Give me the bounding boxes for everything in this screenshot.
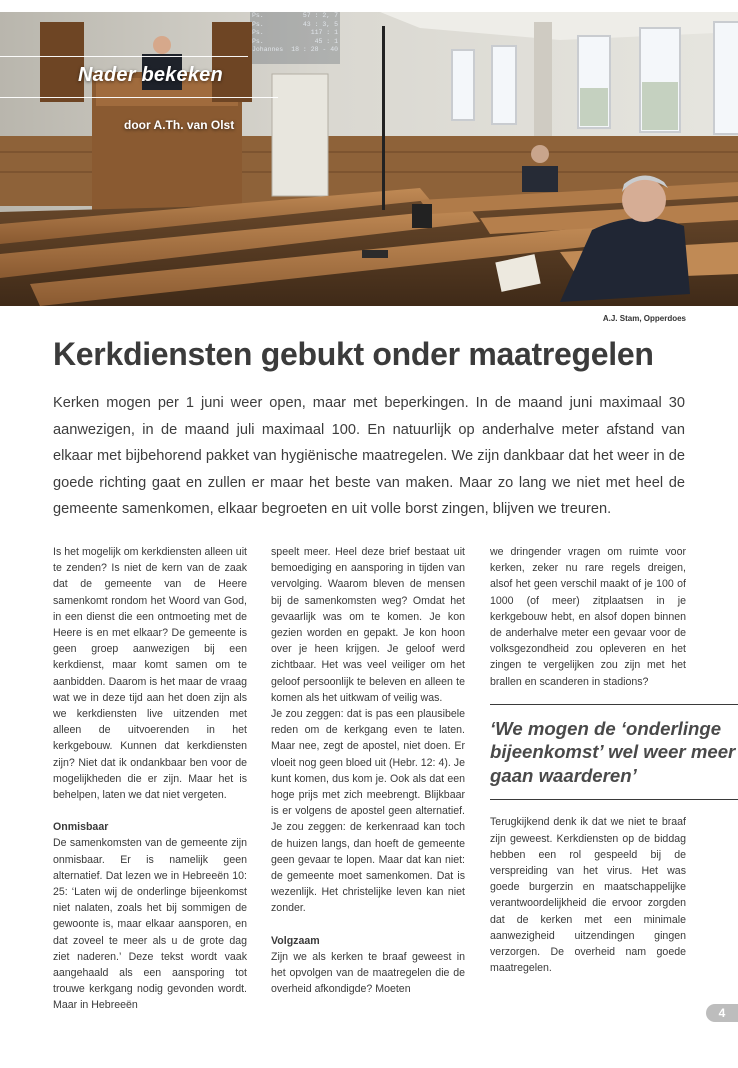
body-paragraph: Je zou zeggen: dat is pas een plausibele reden om de kerkgang even te laten. Maar nee, zegt de apostel, niet doen. Er vloeit nog geen bloed uit (Hebr. 12: 4). Je kunt komen, dus kom je. Ook als dat een hoge prijs met zich meebrengt. Blijkbaar is er volgens de apostel geen alternatief. Je zou zeggen: de kerkenraad kan toch de huizen langs, dan hoeft de gemeente geen gevaar te lopen. Maar dat kan niet: de gemeente moet samenkomen. Dat is wezenlijk. Het christelijke leven kan niet zonder. [271, 708, 465, 915]
hymn-label: Ps. [252, 12, 264, 19]
body-paragraph: speelt meer. Heel deze brief bestaat uit bemoediging en aansporing in tijden van vervolging. Waarom bleven de mensen bij de samenkomsten weg? Omdat het gevaarlijk was om te komen. Je kon gezien worden en gepakt. Je kon hoon over je heen krijgen. Je geloof werd zichtbaar. Het was veel veiliger om het geloof persoonlijk te beleven en alleen te komen als het uitkwam of veilig was. [271, 546, 465, 704]
hero-photo [0, 12, 738, 306]
hymn-label: Ps. [252, 37, 264, 45]
article-lead: Kerken mogen per 1 juni weer open, maar met beperkingen. In de maand juni maximaal 30 aanwezigen, in de maand juli maximaal 100. En natuurlijk op anderhalve meter afstand van elkaar met bijbehorend pakket van hygiënische maatregelen. We zijn dankbaar dat het weer in de goede richting gaat en zullen er maar het beste van maken. Maar zo lang we niet met heel de gemeente samenkomen, elkaar begroeten en uit volle borst zingen, blijven we treuren. [53, 395, 685, 518]
series-author: door A.Th. van Olst [124, 118, 235, 132]
hymn-value: 57 : 2, 7 [302, 12, 338, 19]
hymn-row [252, 12, 338, 21]
hymn-row [252, 29, 338, 38]
hymn-label: Johannes [252, 46, 284, 53]
series-title: Nader bekeken [78, 64, 223, 86]
series-rule-top [0, 56, 248, 57]
subheading-volgzaam: Volgzaam [271, 934, 320, 947]
body-paragraph: we dringender vragen om ruimte voor kerken, zeker nu rare regels dreigen, alsof het geen verschil maakt of je 100 of 1000 (of meer) zitplaatsen in je kerkgebouw hebt, en alsof dopen binnen de anderhalve meter een gevaar voor de volksgezondheid zou opleveren en het zingen te vergelijken zou zijn met het brallen en scanderen in stadions? [490, 546, 686, 688]
body-column-3 [490, 544, 736, 976]
body-paragraph: Terugkijkend denk ik dat we niet te braaf zijn geweest. Kerkdiensten op de biddag hebben een rol gespeeld bij de verspreiding van het virus. Het was goede burgerzin en maatschappelijke verantwoordelijkheid die ervoor zorgden dat de kerken met een minimale aanwezigheid uitzendingen gingen verzorgen. De overheid nam goede maatregelen. [490, 816, 686, 975]
hymn-value: 43 : 3, 5 [302, 20, 338, 28]
body-paragraph: Zijn we als kerken te braaf geweest in het opvolgen van de maatregelen die de overheid afkondigde? Moeten [271, 950, 465, 996]
hymn-row [252, 21, 338, 30]
subheading-onmisbaar: Onmisbaar [53, 821, 109, 834]
body-column-2 [271, 544, 465, 997]
article-headline: Kerkdiensten gebukt onder maatregelen [53, 336, 654, 372]
body-column-1 [53, 544, 247, 1014]
hymn-value: 117 : 1 [310, 29, 338, 36]
hymn-value: 45 : 1 [314, 37, 338, 45]
hymn-value: 18 : 28 - 40 [291, 46, 338, 53]
page-number: 4 [706, 1004, 738, 1022]
hymn-row [252, 46, 338, 55]
series-rule-bottom [0, 97, 278, 98]
hymn-row [252, 38, 338, 47]
body-paragraph: De samenkomsten van de gemeente zijn onmisbaar. Er is namelijk geen alternatief. Dat lezen we in Hebreeën 10: 25: ‘Laten wij de onderlinge bijeenkomst niet nalaten, zoals het bij sommigen de gewoonte is, maar elkaar aansporen, en dat zoveel te meer als u de grote dag ziet naderen.’ Deze tekst wordt vaak aangehaald als een aansporing tot trouwe kerkgang nodig gevonden wordt. Maar in Hebreeën [53, 837, 247, 1012]
body-paragraph: Is het mogelijk om kerkdiensten alleen uit te zenden? Is niet de kern van de zaak dat de gemeente van de Heere samenkomt rondom het Woord van God, in een dienst die een ontmoeting met de Heere is en met elkaar? De gemeente is geen groep aanwezigen bij een kerkdienst, maar komt samen om te aanbidden. Daarom is het maar de vraag wat we in deze tijd aan het doen zijn als we kerkdiensten live uitzenden met alleen de uitvoerenden in het kerkgebouw. Kunnen dat kerkdiensten zijn? Niet dat ik ondankbaar ben voor de mogelijkheden die er zijn. Maar het is behelpen, laten we dat niet vergeten. [53, 546, 247, 802]
hymn-board [252, 12, 338, 55]
photo-caption: A.J. Stam, Opperdoes [602, 314, 686, 323]
hymn-label: Ps. [252, 29, 264, 36]
pullquote: ‘We mogen de ‘onderlinge bijeenkomst’ wel weer meer gaan waarderen’ [490, 717, 736, 786]
pullquote-rule-top [490, 704, 738, 705]
hymn-label: Ps. [252, 20, 264, 28]
